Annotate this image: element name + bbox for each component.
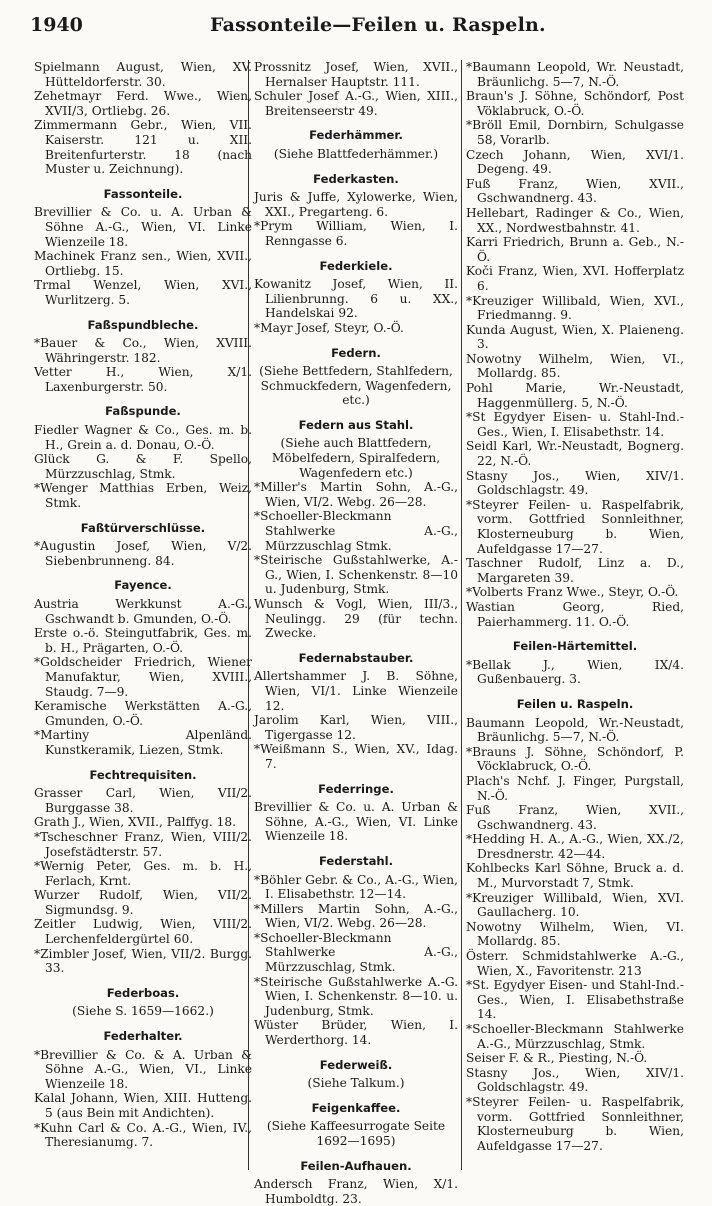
- directory-entry: Wastian Georg, Ried, Paierhammerg. 11. O.-Ö.: [466, 599, 684, 629]
- column-left: [34, 60, 252, 1150]
- directory-entry: *Tscheschner Franz, Wien, VIII/2. Josefstädterstr. 57.: [34, 829, 252, 859]
- directory-entry: Kalal Johann, Wien, XIII. Hutteng. 5 (aus Bein mit Andichten).: [34, 1091, 252, 1120]
- directory-entry: Jarolim Karl, Wien, VIII., Tigergasse 12.: [254, 713, 458, 742]
- directory-entry: Czech Johann, Wien, XVI/1. Degeng. 49.: [466, 147, 684, 177]
- section-heading: Federn.: [331, 345, 381, 360]
- directory-entry: *Volberts Franz Wwe., Steyr, O.-Ö.: [466, 585, 679, 600]
- directory-entry: Austria Werkkunst A.-G., Gschwandt b. Gmunden, O.-Ö.: [34, 597, 252, 626]
- cross-reference-note: (Siehe Talkum.): [307, 1076, 405, 1091]
- directory-entry: *Bauer & Co., Wien, XVIII. Währingerstr. 182.: [34, 336, 252, 365]
- directory-entry: Vetter H., Wien, X/1. Laxenburgerstr. 50.: [34, 365, 252, 394]
- directory-entry: Wüster Brüder, Wien, I. Werderthorg. 14.: [254, 1018, 458, 1048]
- directory-entry: *Brauns J. Söhne, Schöndorf, P. Vöcklabruck, O.-Ö.: [466, 744, 684, 774]
- directory-entry: Kunda August, Wien, X. Plaieneng. 3.: [466, 322, 684, 352]
- directory-entry: *Bellak J., Wien, IX/4. Gußenbauerg. 3.: [466, 657, 684, 687]
- directory-entry: Zehetmayr Ferd. Wwe., Wien, XVII/3, Ortliebg. 26.: [34, 89, 252, 118]
- directory-entry: *Steyrer Feilen- u. Raspelfabrik, vorm. Gottfried Sonnleithner, Klosterneuburg b. Wien, Aufeldgasse 17—27.: [466, 497, 684, 556]
- directory-entry: *Schoeller-Bleckmann Stahlwerke A.-G., Mürzzuschlag Stmk.: [254, 509, 458, 553]
- directory-entry: *Augustin Josef, Wien, V/2. Siebenbrunneng. 84.: [34, 539, 252, 568]
- section-heading: Faßtürverschlüsse.: [80, 520, 206, 535]
- directory-entry: Prossnitz Josef, Wien, XVII., Hernalser Hauptstr. 111.: [254, 60, 458, 89]
- directory-entry: Wurzer Rudolf, Wien, VII/2. Sigmundsg. 9.: [34, 888, 252, 917]
- directory-entry: Brevillier & Co. u. A. Urban & Söhne, A.-G., Wien, VI. Linke Wienzeile 18.: [254, 800, 458, 844]
- directory-entry: Koči Franz, Wien, XVI. Hofferplatz 6.: [466, 264, 684, 293]
- directory-entry: Zimmermann Gebr., Wien, VII. Kaiserstr. 121 u. XII. Breitenfurterstr. 18 (nach Muster u. Zeichnung).: [34, 118, 252, 177]
- directory-entry: Wunsch & Vogl, Wien, III/3., Neulingg. 29 (für techn. Zwecke.: [254, 597, 458, 641]
- directory-entry: *Böhler Gebr. & Co., A.-G., Wien, I. Elisabethstr. 12—14.: [254, 872, 458, 902]
- directory-entry: Grasser Carl, Wien, VII/2. Burggasse 38.: [34, 786, 252, 815]
- directory-entry: Andersch Franz, Wien, X/1. Humboldtg. 23.: [254, 1177, 458, 1206]
- directory-entry: Spielmann August, Wien, XV. Hütteldorferstr. 30.: [34, 60, 252, 89]
- directory-entry: *Kreuziger Willibald, Wien, XVI., Friedmanng. 9.: [466, 293, 684, 323]
- section-heading: Federringe.: [318, 781, 394, 796]
- directory-entry: Taschner Rudolf, Linz a. D., Margareten 39.: [466, 556, 684, 585]
- section-heading: Federn aus Stahl.: [298, 417, 414, 432]
- directory-entry: Stasny Jos., Wien, XIV/1. Goldschlagstr. 49.: [466, 1065, 684, 1095]
- section-heading: Faßspunde.: [105, 404, 181, 419]
- section-heading: Fechtrequisiten.: [89, 767, 197, 782]
- directory-entry: Plach's Nchf. J. Finger, Purgstall, N.-Ö.: [466, 773, 684, 803]
- directory-entry: Keramische Werkstätten A.-G., Gmunden, O.-Ö.: [34, 699, 252, 728]
- directory-entry: Grath J., Wien, XVII., Palffyg. 18.: [34, 815, 237, 830]
- directory-entry: Seiser F. & R., Piesting, N.-Ö.: [466, 1051, 648, 1066]
- directory-entry: *Kuhn Carl & Co. A.-G., Wien, IV., Theresianumg. 7.: [34, 1120, 252, 1150]
- directory-entry: Karri Friedrich, Brunn a. Geb., N.-Ö.: [466, 235, 684, 264]
- directory-entry: Schuler Josef A.-G., Wien, XIII., Breitenseerstr 49.: [254, 89, 458, 118]
- directory-entry: Seidl Karl, Wr.-Neustadt, Bognerg. 22, N.-Ö.: [466, 439, 684, 469]
- directory-entry: *Bröll Emil, Dornbirn, Schulgasse 58, Vorarlb.: [466, 118, 684, 147]
- cross-reference-note: (Siehe Bettfedern, Stahlfedern, Schmuckfedern, Wagenfedern, etc.): [259, 364, 453, 408]
- directory-entry: Baumann Leopold, Wr.-Neustadt, Bräunlichg. 5—7, N.-Ö.: [466, 715, 684, 745]
- directory-entry: *Brevillier & Co. & A. Urban & Söhne A.-G., Wien, VI., Linke Wienzeile 18.: [34, 1047, 252, 1091]
- cross-reference-note: (Siehe S. 1659—1662.): [72, 1004, 214, 1019]
- section-heading: Federweiß.: [319, 1057, 393, 1072]
- directory-entry: Allertshammer J. B. Söhne, Wien, VI/1. Linke Wienzeile 12.: [254, 669, 458, 713]
- directory-entry: Brevillier & Co. u. A. Urban & Söhne A.-G., Wien, VI. Linke Wienzeile 18.: [34, 205, 252, 249]
- section-heading: Federhämmer.: [309, 128, 403, 143]
- directory-entry: *Zimbler Josef, Wien, VII/2. Burgg. 33.: [34, 946, 252, 976]
- directory-entry: Österr. Schmidstahlwerke A.-G., Wien, X., Favoritenstr. 213: [466, 949, 684, 978]
- page-header: [0, 14, 712, 44]
- directory-entry: Erste o.-ö. Steingutfabrik, Ges. m. b. H., Prägarten, O.-Ö.: [34, 626, 252, 655]
- directory-entry: *Baumann Leopold, Wr. Neustadt, Bräunlichg. 5—7, N.-Ö.: [466, 60, 684, 89]
- directory-entry: *Steyrer Feilen- u. Raspelfabrik, vorm. Gottfried Sonnleithner, Klosterneuburg b. Wien, Aufeldgasse 17—27.: [466, 1094, 684, 1153]
- directory-entry: *St. Egydyer Eisen- und Stahl-Ind.-Ges., Wien, I. Elisabethstraße 14.: [466, 978, 684, 1022]
- section-heading: Feilen-Härtemittel.: [512, 639, 638, 654]
- directory-entry: Nowotny Wilhelm, Wien, VI., Mollardg. 85.: [466, 351, 684, 381]
- section-heading: Federstahl.: [318, 853, 394, 868]
- directory-entry: Fuß Franz, Wien, XVII., Gschwandnerg. 43.: [466, 176, 684, 206]
- directory-entry: *Millers Martin Sohn, A.-G., Wien, VI/2. Webg. 26—28.: [254, 901, 458, 931]
- directory-entry: Glück G. & F. Spello, Mürzzuschlag, Stmk.: [34, 452, 252, 481]
- directory-entry: *Prym William, Wien, I. Renngasse 6.: [254, 219, 458, 248]
- directory-entry: Stasny Jos., Wien, XIV/1. Goldschlagstr. 49.: [466, 468, 684, 498]
- directory-entry: *St Egydyer Eisen- u. Stahl-Ind.-Ges., Wien, I. Elisabethstr. 14.: [466, 410, 684, 439]
- section-heading: Federnabstauber.: [298, 650, 414, 665]
- directory-entry: *Wenger Matthias Erben, Weiz, Stmk.: [34, 481, 252, 511]
- column-right: [466, 60, 684, 1153]
- directory-entry: *Wernig Peter, Ges. m. b. H., Ferlach, Krnt.: [34, 859, 252, 888]
- cross-reference-note: (Siehe Blattfederhämmer.): [273, 146, 439, 161]
- page-number: 1940: [30, 14, 83, 36]
- cross-reference-note: (Siehe Kaffeesurrogate Seite 1692—1695): [266, 1119, 446, 1148]
- cross-reference-note: (Siehe auch Blattfedern, Möbelfedern, Spiralfedern, Wagenfedern etc.): [271, 436, 441, 480]
- directory-entry: Trmal Wenzel, Wien, XVI., Wurlitzerg. 5.: [34, 278, 252, 307]
- directory-entry: Nowotny Wilhelm, Wien, VI. Mollardg. 85.: [466, 919, 684, 949]
- section-heading: Federkasten.: [313, 171, 399, 186]
- directory-entry: *Goldscheider Friedrich, Wiener Manufaktur, Wien, XVIII., Staudg. 7—9.: [34, 655, 252, 699]
- section-heading: Feigenkaffee.: [311, 1100, 401, 1115]
- directory-entry: Kowanitz Josef, Wien, II. Lilienbrunng. 6 u. XX., Handelskai 92.: [254, 277, 458, 321]
- column-middle: [254, 60, 458, 1206]
- directory-entry: Pohl Marie, Wr.-Neustadt, Haggenmüllerg. 5, N.-Ö.: [466, 381, 684, 410]
- directory-entry: Juris & Juffe, Xylowerke, Wien, XXI., Pregarteng. 6.: [254, 190, 458, 219]
- directory-entry: Fiedler Wagner & Co., Ges. m. b. H., Grein a. d. Donau, O.-Ö.: [34, 423, 252, 452]
- directory-entry: Machinek Franz sen., Wien, XVII., Ortliebg. 15.: [34, 249, 252, 278]
- directory-entry: Zeitler Ludwig, Wien, VIII/2. Lerchenfeldergürtel 60.: [34, 917, 252, 947]
- directory-entry: *Schoeller-Bleckmann Stahlwerke A.-G., Mürzzuschlag, Stmk.: [254, 930, 458, 975]
- directory-entry: *Martiny Alpenländ. Kunstkeramik, Liezen, Stmk.: [34, 728, 252, 757]
- directory-entry: *Steirische Gußstahlwerke, A.-G., Wien, I. Schenkenstr. 8—10 u. Judenburg, Stmk.: [254, 553, 458, 597]
- directory-entry: *Weißmann S., Wien, XV., Idag. 7.: [254, 742, 458, 771]
- section-heading: Feilen-Aufhauen.: [300, 1158, 412, 1173]
- directory-entry: *Kreuziger Willibald, Wien, XVI. Gaullacherg. 10.: [466, 890, 684, 920]
- directory-entry: Kohlbecks Karl Söhne, Bruck a. d. M., Murvorstadt 7, Stmk.: [466, 861, 684, 891]
- column-divider: [461, 60, 462, 1170]
- section-heading: Faßspundbleche.: [87, 317, 199, 332]
- directory-entry: *Hedding H. A., A.-G., Wien, XX./2, Dresdnerstr. 42—44.: [466, 832, 684, 861]
- section-heading: Federkiele.: [319, 258, 393, 273]
- directory-entry: Braun's J. Söhne, Schöndorf, Post Vöklabruck, O.-Ö.: [466, 89, 684, 118]
- directory-entry: Fuß Franz, Wien, XVII., Gschwandnerg. 43.: [466, 803, 684, 832]
- directory-entry: *Mayr Josef, Steyr, O.-Ö.: [254, 320, 404, 335]
- section-heading: Fassonteile.: [103, 186, 183, 201]
- directory-entry: *Schoeller-Bleckmann Stahlwerke A.-G., Mürzzuschlag, Stmk.: [466, 1022, 684, 1051]
- running-title: Fassonteile—Feilen u. Raspeln.: [210, 14, 546, 36]
- directory-entry: Hellebart, Radinger & Co., Wien, XX., Nordwestbahnstr. 41.: [466, 205, 684, 235]
- section-heading: Federhalter.: [103, 1029, 183, 1044]
- directory-entry: *Steirische Gußstahlwerke A.-G. Wien, I. Schenkenstr. 8—10. u. Judenburg, Stmk.: [254, 974, 458, 1018]
- section-heading: Federboas.: [106, 985, 180, 1000]
- section-heading: Feilen u. Raspeln.: [516, 696, 634, 711]
- section-heading: Fayence.: [114, 578, 172, 593]
- directory-entry: *Miller's Martin Sohn, A.-G., Wien, VI/2. Webg. 26—28.: [254, 480, 458, 509]
